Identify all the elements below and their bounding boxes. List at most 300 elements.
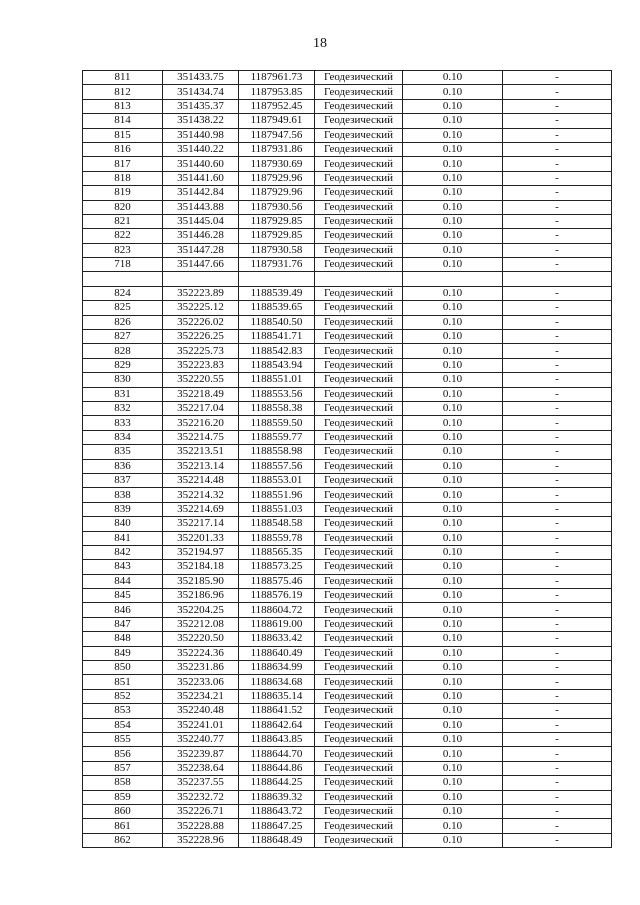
method-cell: Геодезический	[315, 502, 403, 516]
point-number: 847	[83, 617, 163, 631]
point-number: 843	[83, 560, 163, 574]
accuracy-cell: 0.10	[403, 71, 503, 85]
point-number: 835	[83, 445, 163, 459]
method-cell: Геодезический	[315, 344, 403, 358]
table-row	[83, 488, 612, 502]
note-cell: -	[503, 459, 612, 473]
y-coordinate: 1187929.85	[239, 214, 315, 228]
y-coordinate: 1188641.52	[239, 704, 315, 718]
point-number: 840	[83, 517, 163, 531]
table-row	[83, 416, 612, 430]
table-row	[83, 114, 612, 128]
y-coordinate: 1188643.85	[239, 732, 315, 746]
x-coordinate: 351445.04	[163, 214, 239, 228]
method-cell: Геодезический	[315, 459, 403, 473]
x-coordinate: 352225.73	[163, 344, 239, 358]
method-cell: Геодезический	[315, 646, 403, 660]
note-cell: -	[503, 171, 612, 185]
note-cell: -	[503, 416, 612, 430]
x-coordinate: 351447.28	[163, 243, 239, 257]
note-cell: -	[503, 114, 612, 128]
method-cell: Геодезический	[315, 603, 403, 617]
x-coordinate: 352238.64	[163, 761, 239, 775]
x-coordinate: 351433.75	[163, 71, 239, 85]
x-coordinate: 351440.98	[163, 128, 239, 142]
note-cell: -	[503, 401, 612, 415]
note-cell: -	[503, 589, 612, 603]
method-cell: Геодезический	[315, 401, 403, 415]
x-coordinate: 352237.55	[163, 776, 239, 790]
y-coordinate: 1188640.49	[239, 646, 315, 660]
accuracy-cell: 0.10	[403, 157, 503, 171]
y-coordinate: 1187961.73	[239, 71, 315, 85]
method-cell: Геодезический	[315, 200, 403, 214]
point-number: 850	[83, 661, 163, 675]
point-number: 838	[83, 488, 163, 502]
note-cell: -	[503, 373, 612, 387]
table-row	[83, 358, 612, 372]
method-cell: Геодезический	[315, 301, 403, 315]
accuracy-cell: 0.10	[403, 819, 503, 833]
accuracy-cell: 0.10	[403, 603, 503, 617]
point-number: 839	[83, 502, 163, 516]
y-coordinate: 1188644.86	[239, 761, 315, 775]
accuracy-cell: 0.10	[403, 142, 503, 156]
point-number: 834	[83, 430, 163, 444]
y-coordinate: 1188551.01	[239, 373, 315, 387]
note-cell: -	[503, 128, 612, 142]
accuracy-cell: 0.10	[403, 689, 503, 703]
x-coordinate: 352212.08	[163, 617, 239, 631]
blank-cell	[83, 272, 163, 286]
method-cell: Геодезический	[315, 473, 403, 487]
method-cell: Геодезический	[315, 574, 403, 588]
method-cell: Геодезический	[315, 804, 403, 818]
x-coordinate: 352204.25	[163, 603, 239, 617]
x-coordinate: 352213.51	[163, 445, 239, 459]
table-row	[83, 473, 612, 487]
point-number: 813	[83, 99, 163, 113]
point-number: 831	[83, 387, 163, 401]
y-coordinate: 1188541.71	[239, 330, 315, 344]
y-coordinate: 1187929.96	[239, 171, 315, 185]
blank-row	[83, 272, 612, 286]
table-row	[83, 517, 612, 531]
table-row	[83, 243, 612, 257]
note-cell: -	[503, 200, 612, 214]
note-cell: -	[503, 71, 612, 85]
y-coordinate: 1187929.85	[239, 229, 315, 243]
note-cell: -	[503, 704, 612, 718]
note-cell: -	[503, 718, 612, 732]
y-coordinate: 1188551.96	[239, 488, 315, 502]
accuracy-cell: 0.10	[403, 344, 503, 358]
point-number: 821	[83, 214, 163, 228]
note-cell: -	[503, 286, 612, 300]
table-row	[83, 401, 612, 415]
method-cell: Геодезический	[315, 689, 403, 703]
method-cell: Геодезический	[315, 819, 403, 833]
y-coordinate: 1188644.70	[239, 747, 315, 761]
method-cell: Геодезический	[315, 531, 403, 545]
x-coordinate: 352217.04	[163, 401, 239, 415]
table-row	[83, 71, 612, 85]
y-coordinate: 1188559.78	[239, 531, 315, 545]
method-cell: Геодезический	[315, 632, 403, 646]
y-coordinate: 1188643.72	[239, 804, 315, 818]
accuracy-cell: 0.10	[403, 560, 503, 574]
table-row	[83, 200, 612, 214]
accuracy-cell: 0.10	[403, 301, 503, 315]
point-number: 846	[83, 603, 163, 617]
accuracy-cell: 0.10	[403, 200, 503, 214]
y-coordinate: 1188644.25	[239, 776, 315, 790]
note-cell: -	[503, 603, 612, 617]
accuracy-cell: 0.10	[403, 258, 503, 272]
accuracy-cell: 0.10	[403, 99, 503, 113]
point-number: 823	[83, 243, 163, 257]
x-coordinate: 352186.96	[163, 589, 239, 603]
method-cell: Геодезический	[315, 545, 403, 559]
note-cell: -	[503, 646, 612, 660]
y-coordinate: 1188639.32	[239, 790, 315, 804]
x-coordinate: 352241.01	[163, 718, 239, 732]
accuracy-cell: 0.10	[403, 430, 503, 444]
accuracy-cell: 0.10	[403, 517, 503, 531]
x-coordinate: 352232.72	[163, 790, 239, 804]
x-coordinate: 352214.75	[163, 430, 239, 444]
method-cell: Геодезический	[315, 243, 403, 257]
x-coordinate: 352184.18	[163, 560, 239, 574]
note-cell: -	[503, 488, 612, 502]
method-cell: Геодезический	[315, 589, 403, 603]
point-number: 830	[83, 373, 163, 387]
point-number: 818	[83, 171, 163, 185]
x-coordinate: 351442.84	[163, 186, 239, 200]
y-coordinate: 1188558.38	[239, 401, 315, 415]
accuracy-cell: 0.10	[403, 315, 503, 329]
accuracy-cell: 0.10	[403, 387, 503, 401]
accuracy-cell: 0.10	[403, 617, 503, 631]
note-cell: -	[503, 574, 612, 588]
note-cell: -	[503, 315, 612, 329]
accuracy-cell: 0.10	[403, 416, 503, 430]
y-coordinate: 1188557.56	[239, 459, 315, 473]
accuracy-cell: 0.10	[403, 488, 503, 502]
x-coordinate: 352228.96	[163, 833, 239, 847]
y-coordinate: 1187931.86	[239, 142, 315, 156]
table-row	[83, 776, 612, 790]
note-cell: -	[503, 214, 612, 228]
table-row	[83, 804, 612, 818]
y-coordinate: 1188542.83	[239, 344, 315, 358]
method-cell: Геодезический	[315, 661, 403, 675]
accuracy-cell: 0.10	[403, 243, 503, 257]
table-row	[83, 301, 612, 315]
method-cell: Геодезический	[315, 517, 403, 531]
y-coordinate: 1188576.19	[239, 589, 315, 603]
accuracy-cell: 0.10	[403, 804, 503, 818]
accuracy-cell: 0.10	[403, 373, 503, 387]
note-cell: -	[503, 344, 612, 358]
point-number: 819	[83, 186, 163, 200]
accuracy-cell: 0.10	[403, 747, 503, 761]
y-coordinate: 1188648.49	[239, 833, 315, 847]
accuracy-cell: 0.10	[403, 401, 503, 415]
table-row	[83, 258, 612, 272]
y-coordinate: 1187953.85	[239, 85, 315, 99]
accuracy-cell: 0.10	[403, 776, 503, 790]
note-cell: -	[503, 473, 612, 487]
accuracy-cell: 0.10	[403, 589, 503, 603]
x-coordinate: 351443.88	[163, 200, 239, 214]
x-coordinate: 352234.21	[163, 689, 239, 703]
y-coordinate: 1187931.76	[239, 258, 315, 272]
table-row	[83, 387, 612, 401]
x-coordinate: 352226.02	[163, 315, 239, 329]
x-coordinate: 352220.50	[163, 632, 239, 646]
y-coordinate: 1188553.56	[239, 387, 315, 401]
note-cell: -	[503, 330, 612, 344]
x-coordinate: 352226.25	[163, 330, 239, 344]
method-cell: Геодезический	[315, 416, 403, 430]
y-coordinate: 1187949.61	[239, 114, 315, 128]
note-cell: -	[503, 617, 612, 631]
table-row	[83, 718, 612, 732]
table-row	[83, 157, 612, 171]
point-number: 814	[83, 114, 163, 128]
blank-cell	[239, 272, 315, 286]
method-cell: Геодезический	[315, 114, 403, 128]
accuracy-cell: 0.10	[403, 761, 503, 775]
table-row	[83, 790, 612, 804]
coordinates-table	[82, 70, 612, 848]
table-row	[83, 85, 612, 99]
table-row	[83, 128, 612, 142]
accuracy-cell: 0.10	[403, 531, 503, 545]
method-cell: Геодезический	[315, 258, 403, 272]
accuracy-cell: 0.10	[403, 704, 503, 718]
table-row	[83, 617, 612, 631]
table-row	[83, 502, 612, 516]
y-coordinate: 1187930.58	[239, 243, 315, 257]
method-cell: Геодезический	[315, 747, 403, 761]
y-coordinate: 1188558.98	[239, 445, 315, 459]
accuracy-cell: 0.10	[403, 358, 503, 372]
method-cell: Геодезический	[315, 704, 403, 718]
table-row	[83, 646, 612, 660]
accuracy-cell: 0.10	[403, 574, 503, 588]
blank-cell	[163, 272, 239, 286]
point-number: 859	[83, 790, 163, 804]
y-coordinate: 1188539.65	[239, 301, 315, 315]
table-row	[83, 531, 612, 545]
point-number: 841	[83, 531, 163, 545]
x-coordinate: 352224.36	[163, 646, 239, 660]
note-cell: -	[503, 560, 612, 574]
note-cell: -	[503, 430, 612, 444]
x-coordinate: 351440.22	[163, 142, 239, 156]
accuracy-cell: 0.10	[403, 646, 503, 660]
method-cell: Геодезический	[315, 286, 403, 300]
table-row	[83, 833, 612, 847]
note-cell: -	[503, 732, 612, 746]
note-cell: -	[503, 358, 612, 372]
accuracy-cell: 0.10	[403, 330, 503, 344]
point-number: 856	[83, 747, 163, 761]
x-coordinate: 352216.20	[163, 416, 239, 430]
note-cell: -	[503, 301, 612, 315]
note-cell: -	[503, 689, 612, 703]
accuracy-cell: 0.10	[403, 286, 503, 300]
point-number: 855	[83, 732, 163, 746]
table-row	[83, 430, 612, 444]
y-coordinate: 1188565.35	[239, 545, 315, 559]
y-coordinate: 1188548.58	[239, 517, 315, 531]
note-cell: -	[503, 632, 612, 646]
method-cell: Геодезический	[315, 718, 403, 732]
table-row	[83, 560, 612, 574]
method-cell: Геодезический	[315, 833, 403, 847]
y-coordinate: 1188634.68	[239, 675, 315, 689]
note-cell: -	[503, 445, 612, 459]
point-number: 860	[83, 804, 163, 818]
x-coordinate: 351435.37	[163, 99, 239, 113]
y-coordinate: 1187952.45	[239, 99, 315, 113]
note-cell: -	[503, 142, 612, 156]
y-coordinate: 1188635.14	[239, 689, 315, 703]
method-cell: Геодезический	[315, 171, 403, 185]
y-coordinate: 1188559.50	[239, 416, 315, 430]
note-cell: -	[503, 85, 612, 99]
table-row	[83, 459, 612, 473]
x-coordinate: 352185.90	[163, 574, 239, 588]
method-cell: Геодезический	[315, 560, 403, 574]
point-number: 833	[83, 416, 163, 430]
table-row	[83, 704, 612, 718]
note-cell: -	[503, 517, 612, 531]
method-cell: Геодезический	[315, 315, 403, 329]
note-cell: -	[503, 229, 612, 243]
method-cell: Геодезический	[315, 387, 403, 401]
x-coordinate: 352226.71	[163, 804, 239, 818]
y-coordinate: 1188634.99	[239, 661, 315, 675]
table-row	[83, 747, 612, 761]
point-number: 718	[83, 258, 163, 272]
point-number: 848	[83, 632, 163, 646]
x-coordinate: 352220.55	[163, 373, 239, 387]
table-row	[83, 344, 612, 358]
y-coordinate: 1187930.69	[239, 157, 315, 171]
method-cell: Геодезический	[315, 186, 403, 200]
accuracy-cell: 0.10	[403, 790, 503, 804]
point-number: 811	[83, 71, 163, 85]
note-cell: -	[503, 747, 612, 761]
accuracy-cell: 0.10	[403, 186, 503, 200]
note-cell: -	[503, 502, 612, 516]
x-coordinate: 351446.28	[163, 229, 239, 243]
table-row	[83, 661, 612, 675]
x-coordinate: 352223.83	[163, 358, 239, 372]
method-cell: Геодезический	[315, 430, 403, 444]
x-coordinate: 352225.12	[163, 301, 239, 315]
method-cell: Геодезический	[315, 675, 403, 689]
blank-cell	[503, 272, 612, 286]
y-coordinate: 1188604.72	[239, 603, 315, 617]
point-number: 849	[83, 646, 163, 660]
method-cell: Геодезический	[315, 85, 403, 99]
point-number: 857	[83, 761, 163, 775]
x-coordinate: 352218.49	[163, 387, 239, 401]
point-number: 817	[83, 157, 163, 171]
method-cell: Геодезический	[315, 617, 403, 631]
point-number: 851	[83, 675, 163, 689]
y-coordinate: 1188573.25	[239, 560, 315, 574]
note-cell: -	[503, 258, 612, 272]
y-coordinate: 1188553.01	[239, 473, 315, 487]
x-coordinate: 352223.89	[163, 286, 239, 300]
x-coordinate: 352201.33	[163, 531, 239, 545]
point-number: 852	[83, 689, 163, 703]
x-coordinate: 351438.22	[163, 114, 239, 128]
method-cell: Геодезический	[315, 229, 403, 243]
x-coordinate: 352217.14	[163, 517, 239, 531]
method-cell: Геодезический	[315, 157, 403, 171]
accuracy-cell: 0.10	[403, 675, 503, 689]
note-cell: -	[503, 790, 612, 804]
method-cell: Геодезический	[315, 445, 403, 459]
table-row	[83, 373, 612, 387]
accuracy-cell: 0.10	[403, 732, 503, 746]
table-row	[83, 689, 612, 703]
point-number: 842	[83, 545, 163, 559]
note-cell: -	[503, 243, 612, 257]
y-coordinate: 1188543.94	[239, 358, 315, 372]
method-cell: Геодезический	[315, 71, 403, 85]
note-cell: -	[503, 776, 612, 790]
table-row	[83, 732, 612, 746]
accuracy-cell: 0.10	[403, 661, 503, 675]
accuracy-cell: 0.10	[403, 229, 503, 243]
table-row	[83, 214, 612, 228]
note-cell: -	[503, 531, 612, 545]
point-number: 844	[83, 574, 163, 588]
table-row	[83, 171, 612, 185]
point-number: 822	[83, 229, 163, 243]
accuracy-cell: 0.10	[403, 473, 503, 487]
table-row	[83, 99, 612, 113]
y-coordinate: 1187929.96	[239, 186, 315, 200]
point-number: 820	[83, 200, 163, 214]
x-coordinate: 352233.06	[163, 675, 239, 689]
y-coordinate: 1188575.46	[239, 574, 315, 588]
blank-cell	[403, 272, 503, 286]
accuracy-cell: 0.10	[403, 445, 503, 459]
y-coordinate: 1188551.03	[239, 502, 315, 516]
method-cell: Геодезический	[315, 790, 403, 804]
note-cell: -	[503, 804, 612, 818]
note-cell: -	[503, 99, 612, 113]
method-cell: Геодезический	[315, 142, 403, 156]
x-coordinate: 352194.97	[163, 545, 239, 559]
method-cell: Геодезический	[315, 761, 403, 775]
accuracy-cell: 0.10	[403, 114, 503, 128]
y-coordinate: 1188642.64	[239, 718, 315, 732]
x-coordinate: 352214.69	[163, 502, 239, 516]
accuracy-cell: 0.10	[403, 502, 503, 516]
table-row	[83, 545, 612, 559]
x-coordinate: 352240.48	[163, 704, 239, 718]
